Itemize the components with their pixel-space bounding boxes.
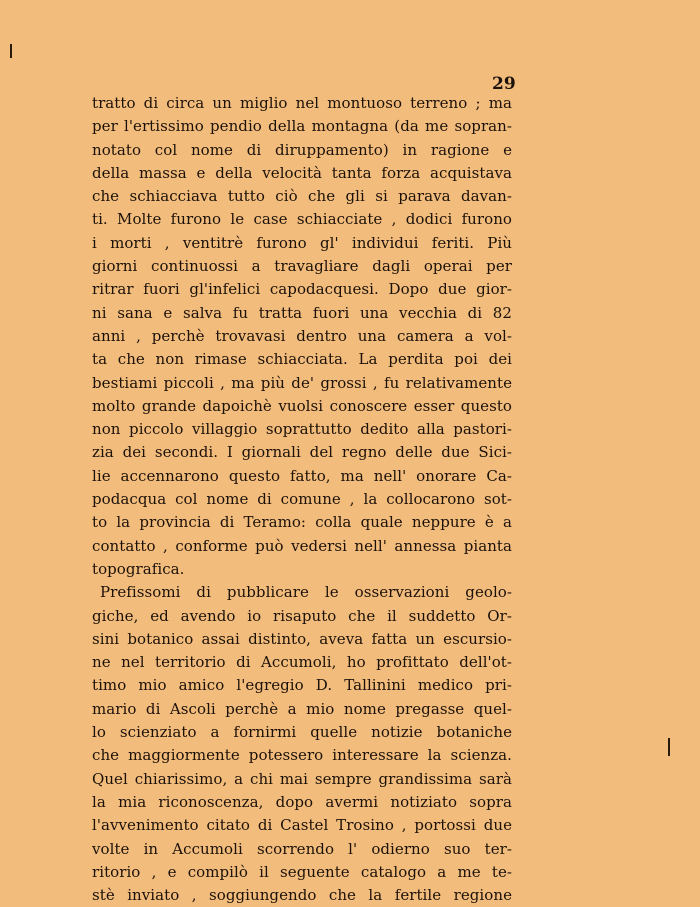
body-text: [92, 92, 512, 907]
text-line: Quel chiarissimo, a chi mai sempre grandissima sarà: [92, 769, 512, 788]
margin-mark-right: [668, 738, 670, 756]
text-line: ritorio , e compilò il seguente catalogo a me te-: [92, 862, 512, 881]
text-line: to la provincia di Teramo: colla quale neppure è a: [92, 513, 512, 532]
text-line: ti. Molte furono le case schiacciate , dodici furono: [92, 210, 512, 229]
text-line: i morti , ventitrè furono gl' individui feriti. Più: [92, 233, 512, 252]
text-line: lie accennarono questo fatto, ma nell' onorare Ca-: [92, 466, 512, 485]
text-line: timo mio amico l'egregio D. Tallinini medico pri-: [92, 676, 512, 695]
text-line: bestiami piccoli , ma più de' grossi , fu relativamente: [92, 373, 512, 392]
text-line: per l'ertissimo pendio della montagna (da me sopran-: [92, 117, 512, 136]
text-line: non piccolo villaggio soprattutto dedito alla pastori-: [92, 420, 512, 439]
text-line: che maggiormente potessero interessare la scienza.: [92, 746, 512, 765]
text-line: volte in Accumoli scorrendo l' odierno suo ter-: [92, 839, 512, 858]
text-line: giorni continuossi a travagliare dagli operai per: [92, 257, 512, 276]
text-line: ritrar fuori gl'infelici capodacquesi. Dopo due gior-: [92, 280, 512, 299]
text-line: notato col nome di diruppamento) in ragione e: [92, 140, 512, 159]
text-line: tratto di circa un miglio nel montuoso terreno ; ma: [92, 94, 512, 112]
text-line: molto grande dapoichè vuolsi conoscere esser questo: [92, 396, 512, 415]
text-line: anni , perchè trovavasi dentro una camera a vol-: [92, 326, 512, 345]
text-line: giche, ed avendo io risaputo che il suddetto Or-: [92, 606, 512, 625]
text-line: topografica.: [92, 559, 185, 578]
text-line: sini botanico assai distinto, aveva fatta un escursio-: [92, 629, 512, 648]
text-line: ne nel territorio di Accumoli, ho profittato dell'ot-: [92, 653, 512, 672]
text-line: lo scienziato a fornirmi quelle notizie botaniche: [92, 723, 512, 742]
text-line: Prefissomi di pubblicare le osservazioni geolo-: [100, 583, 512, 602]
margin-mark-left: [10, 44, 12, 58]
text-line: podacqua col nome di comune , la collocarono sot-: [92, 490, 512, 509]
text-line: stè inviato , soggiungendo che la fertile regione: [92, 886, 512, 905]
text-line: mario di Ascoli perchè a mio nome pregasse quel-: [92, 699, 512, 718]
text-line: della massa e della velocità tanta forza acquistava: [92, 163, 512, 182]
text-line: la mia riconoscenza, dopo avermi notiziato sopra: [92, 792, 512, 811]
text-line: ni sana e salva fu tratta fuori una vecchia di 82: [92, 303, 512, 322]
text-line: l'avvenimento citato di Castel Trosino , portossi due: [92, 816, 512, 835]
text-line: ta che non rimase schiacciata. La perdita poi dei: [92, 350, 512, 369]
text-line: contatto , conforme può vedersi nell' annessa pianta: [92, 536, 512, 555]
text-line: che schiacciava tutto ciò che gli si parava davan-: [92, 187, 512, 206]
text-line: zia dei secondi. I giornali del regno delle due Sici-: [92, 443, 512, 462]
page-number: 29: [492, 74, 516, 94]
